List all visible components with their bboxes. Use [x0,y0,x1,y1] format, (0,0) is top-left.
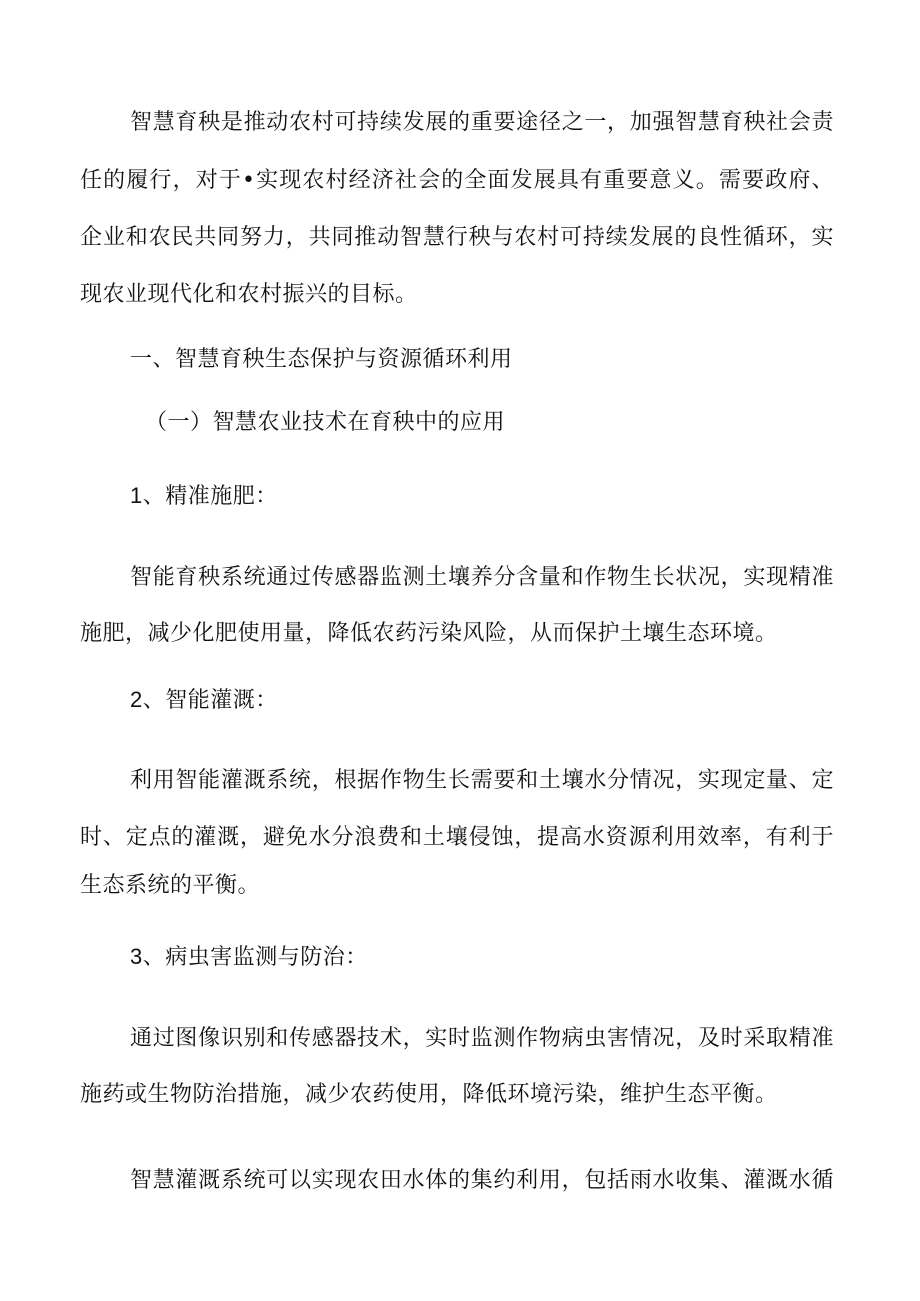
intro-line-2: 任的履行，对于•实现农村经济社会的全面发展具有重要意义。需要政府、 [80,168,834,193]
section-heading: 一、智慧育秧生态保护与资源循环利用 [130,347,513,372]
intro-line-4: 现农业现代化和农村振兴的目标。 [80,282,418,307]
item-3-line-1: 通过图像识别和传感器技术，实时监测作物病虫害情况，及时采取精准 [130,1026,834,1051]
item-3-number: 3 [130,944,143,969]
item-1-line-2: 施肥，减少化肥使用量，降低农药污染风险，从而保护土壤生态环境。 [80,621,778,646]
item-2-heading [130,685,278,716]
subsection-heading: （一）智慧农业技术在育秧中的应用 [145,410,506,435]
item-1-line-1: 智能育秧系统通过传感器监测土壤养分含量和作物生长状况，实现精准 [130,565,834,590]
intro-line-3: 企业和农民共同努力，共同推动智慧行秧与农村可持续发展的良性循环，实 [80,225,834,250]
item-2-title: 、智能灌溉： [142,688,278,713]
item-2-line-3: 生态系统的平衡。 [80,873,261,898]
item-2-line-2: 时、定点的灌溉，避免水分浪费和土壤侵蚀，提高水资源利用效率，有利于 [80,825,834,850]
item-2-number: 2 [130,687,143,712]
item-3-title: 、病虫害监测与防治： [142,945,368,970]
item-1-heading [130,481,278,512]
item-3-heading [130,942,368,973]
item-3-line-2: 施药或生物防治措施，减少农药使用，降低环境污染，维护生态平衡。 [80,1082,778,1107]
item-1-number: 1 [130,483,143,508]
item-1-title: 、精准施肥： [142,484,278,509]
item-2-line-1: 利用智能灌溉系统，根据作物生长需要和土壤水分情况，实现定量、定 [130,768,834,793]
intro-line-1: 智慧育秧是推动农村可持续发展的重要途径之一，加强智慧育秧社会责 [130,110,834,135]
closing-line-1: 智慧灌溉系统可以实现农田水体的集约利用，包括雨水收集、灌溉水循 [130,1168,834,1193]
